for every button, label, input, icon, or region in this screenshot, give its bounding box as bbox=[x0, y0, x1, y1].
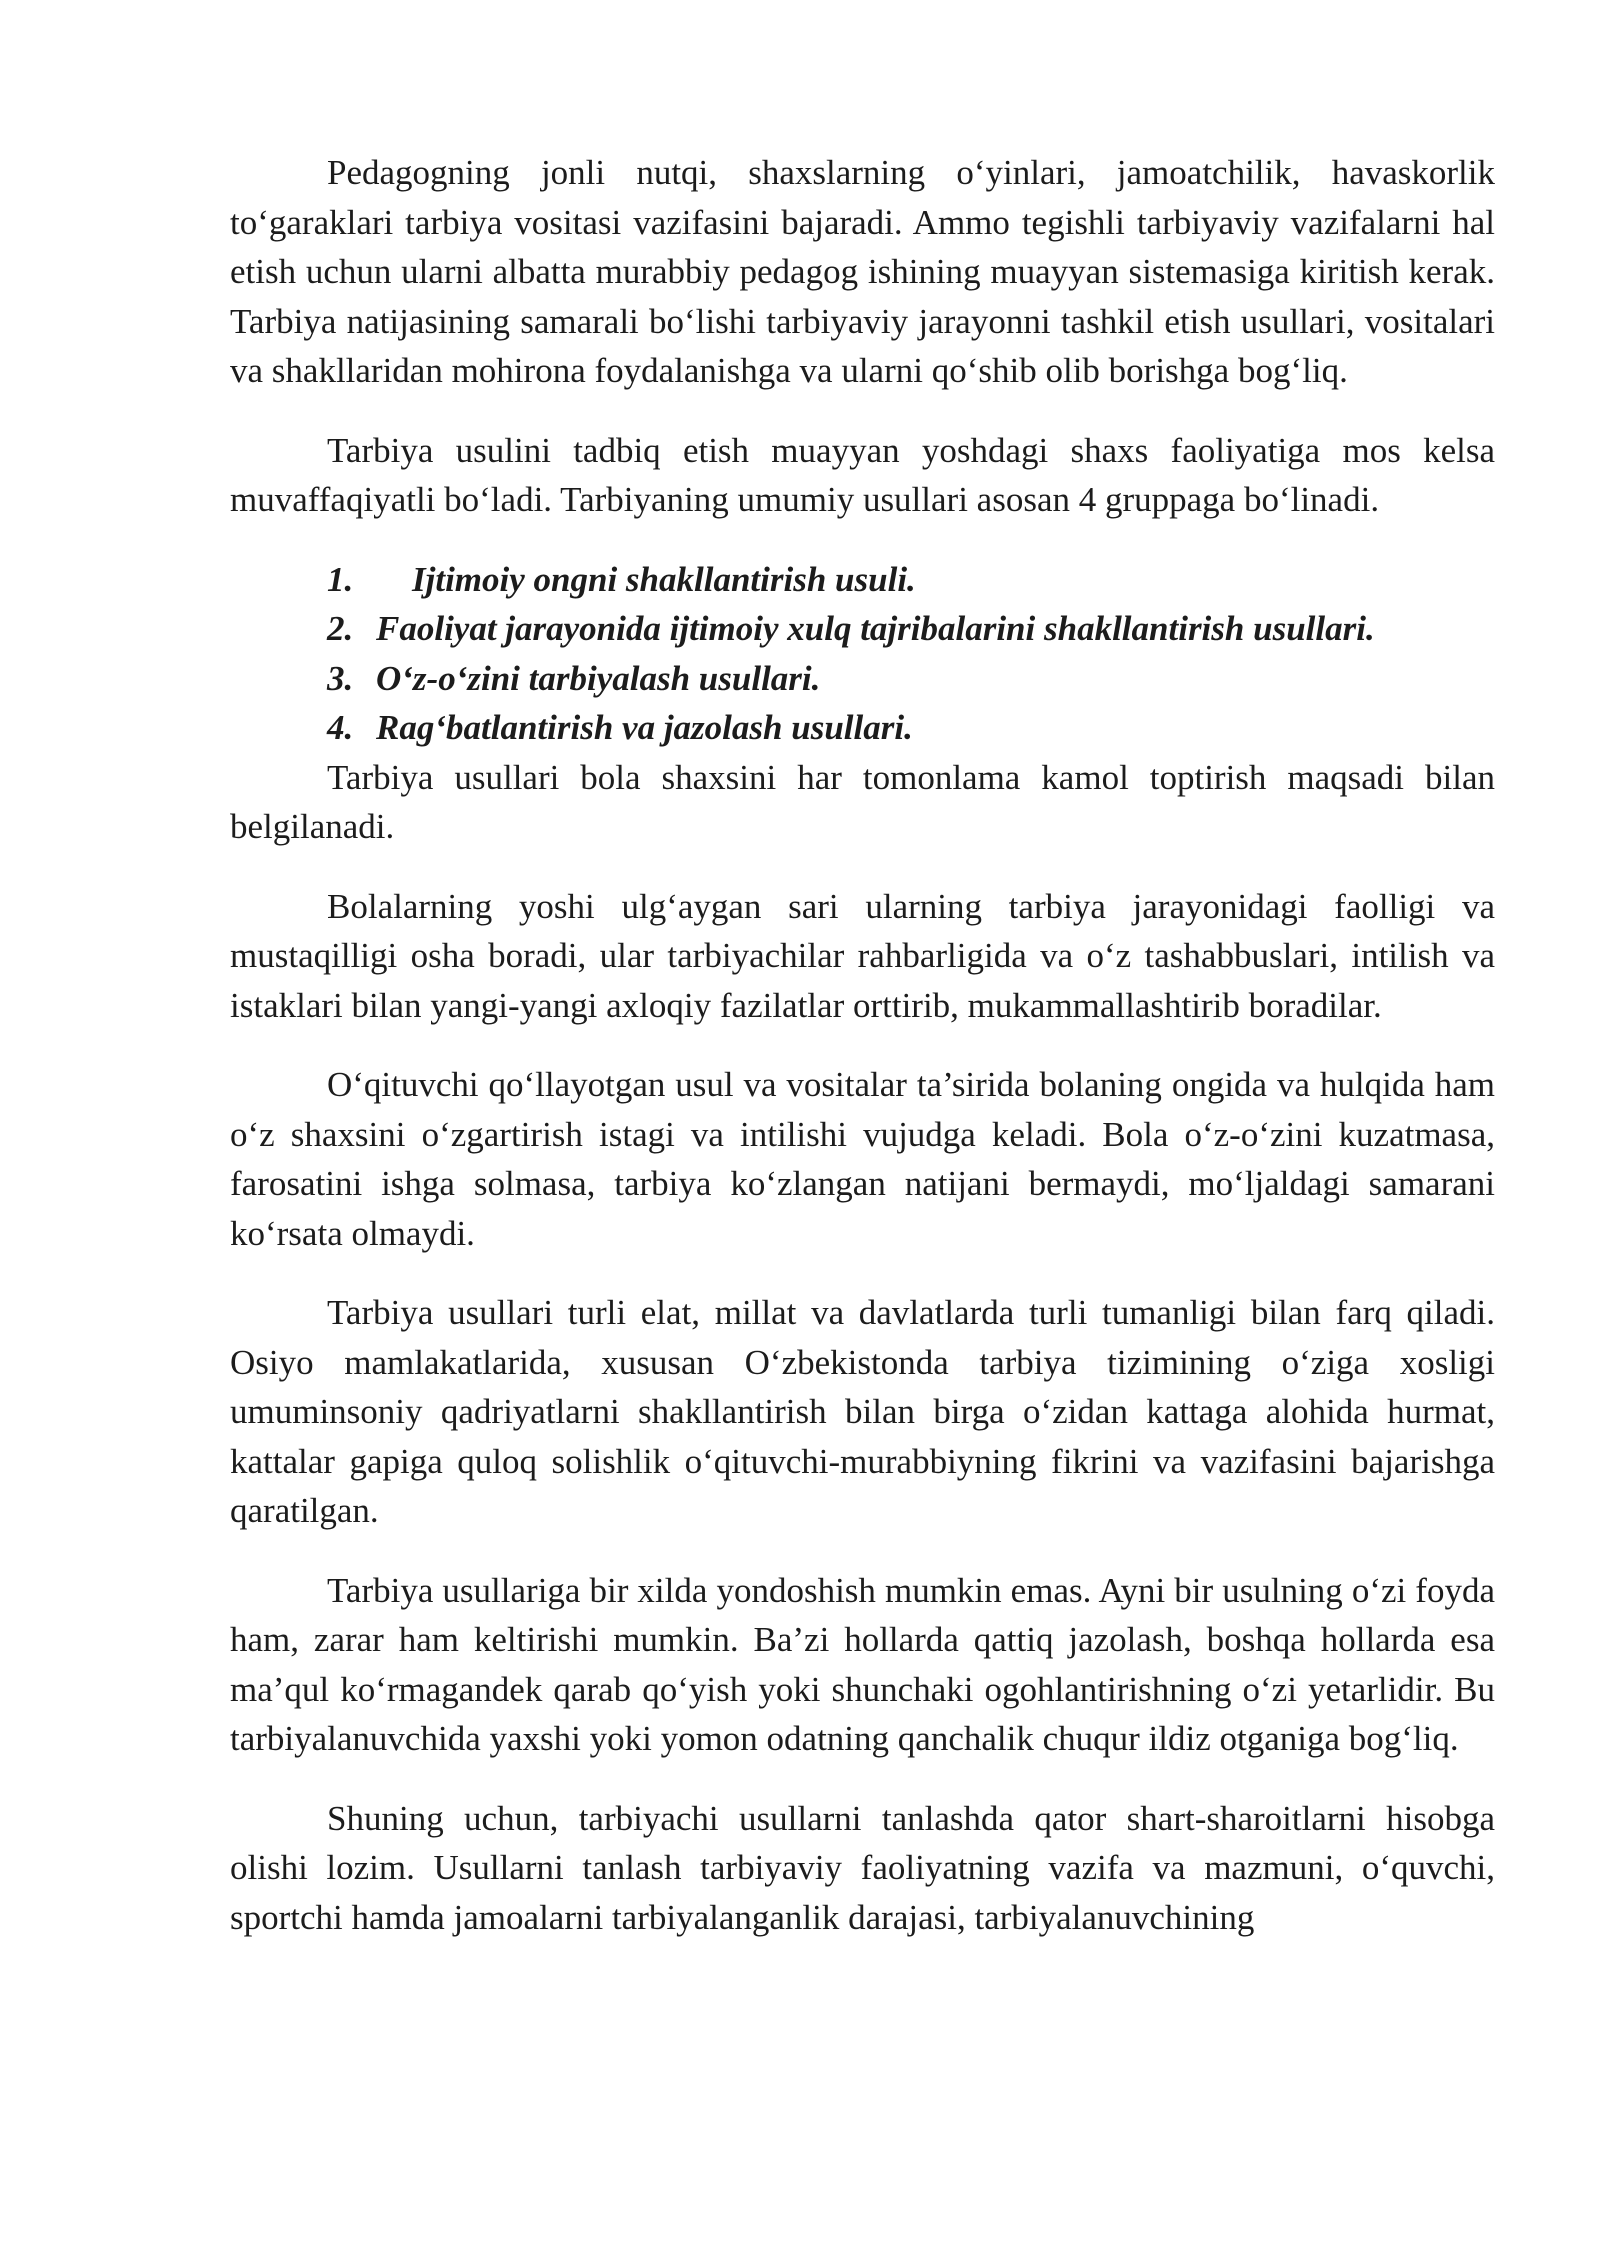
list-item-number: 3. bbox=[327, 658, 354, 698]
list-item-text: Faoliyat jarayonida ijtimoiy xulq tajribalarini shakllantirish usullari. bbox=[376, 609, 1375, 648]
paragraph-2: Tarbiya usulini tadbiq etish muayyan yoshdagi shaxs faoliyatiga mos kelsa muvaffaqiyatli bo‘ladi. Tarbiyaning umumiy usullari asosan 4 gruppaga bo‘linadi. bbox=[230, 430, 1495, 519]
paragraph-6: Tarbiya usullari turli elat, millat va davlatlarda turli tumanligi bilan farq qiladi. Osiyo mamlakatlarida, xususan O‘zbekistonda tarbiya tizimining o‘ziga xosligi umuminsoniy qadriyatlarni shakllantirish bilan birga o‘zidan kattaga alohida hurmat, kattalar gapiga quloq solishlik o‘qituvchi-murabbiyning fikrini va vazifasini bajarishga qaratilgan. bbox=[230, 1293, 1495, 1530]
list-item-number: 1. bbox=[327, 559, 354, 599]
list-item-text: Ijtimoiy ongni shakllantirish usuli. bbox=[412, 559, 916, 599]
paragraph-1: Pedagogning jonli nutqi, shaxslarning o‘yinlari, jamoatchilik, havaskorlik to‘garaklari tarbiya vositasi vazifasini bajaradi. Ammo tegishli tarbiyaviy vazifalarni hal etish uchun ularni albatta murabbiy pedagog ishining muayyan sistemasiga kiritish kerak. Tarbiya natijasining samarali bo‘lishi tarbiyaviy jarayonni tashkil etish usullari, vositalari va shakllaridan mohirona foydalanishga va ularni qo‘shib olib borishga bog‘liq. bbox=[230, 153, 1495, 390]
paragraph-5: O‘qituvchi qo‘llayotgan usul va vositalar ta’sirida bolaning ongida va hulqida ham o‘z shaxsini o‘zgartirish istagi va intilishi vujudga keladi. Bola o‘z-o‘zini kuzatmasa, farosatini ishga solmasa, tarbiya ko‘zlangan natijani bermaydi, mo‘ljaldagi samarani ko‘rsata olmaydi. bbox=[230, 1065, 1495, 1253]
list-item-text: O‘z-o‘zini tarbiyalash usullari. bbox=[376, 658, 821, 698]
paragraph-8: Shuning uchun, tarbiyachi usullarni tanlashda qator shart-sharoitlarni hisobga olishi lozim. Usullarni tanlash tarbiyaviy faoliyatning vazifa va mazmuni, o‘quvchi, sportchi hamda jamoalarni tarbiyalanganlik darajasi, tarbiyalanuvchining bbox=[230, 1798, 1495, 1937]
list-item bbox=[230, 555, 1495, 605]
list-item-number: 2. bbox=[327, 609, 354, 648]
list-item bbox=[230, 703, 1495, 753]
list-item-number: 4. bbox=[327, 708, 354, 747]
list-item bbox=[230, 654, 1495, 704]
methods-list bbox=[230, 555, 1495, 753]
paragraph-7: Tarbiya usullariga bir xilda yondoshish mumkin emas. Ayni bir usulning o‘zi foyda ham, zarar ham keltirishi mumkin. Ba’zi hollarda qattiq jazolash, boshqa hollarda esa ma’qul ko‘rmagandek qarab qo‘yish yoki shunchaki ogohlantirishning o‘zi yetarlidir. Bu tarbiyalanuvchida yaxshi yoki yomon odatning qanchalik chuqur ildiz otganiga bog‘liq. bbox=[230, 1570, 1495, 1758]
document-page bbox=[230, 148, 1495, 1942]
paragraph-3: Tarbiya usullari bola shaxsini har tomonlama kamol toptirish maqsadi bilan belgilanadi. bbox=[230, 757, 1495, 846]
list-item-text: Rag‘batlantirish va jazolash usullari. bbox=[376, 708, 913, 747]
paragraph-4: Bolalarning yoshi ulg‘aygan sari ularning tarbiya jarayonidagi faolligi va mustaqilligi osha boradi, ular tarbiyachilar rahbarligida va o‘z tashabbuslari, intilish va istaklari bilan yangi-yangi axloqiy fazilatlar orttirib, mukammallashtirib boradilar. bbox=[230, 886, 1495, 1025]
list-item bbox=[230, 604, 1495, 654]
